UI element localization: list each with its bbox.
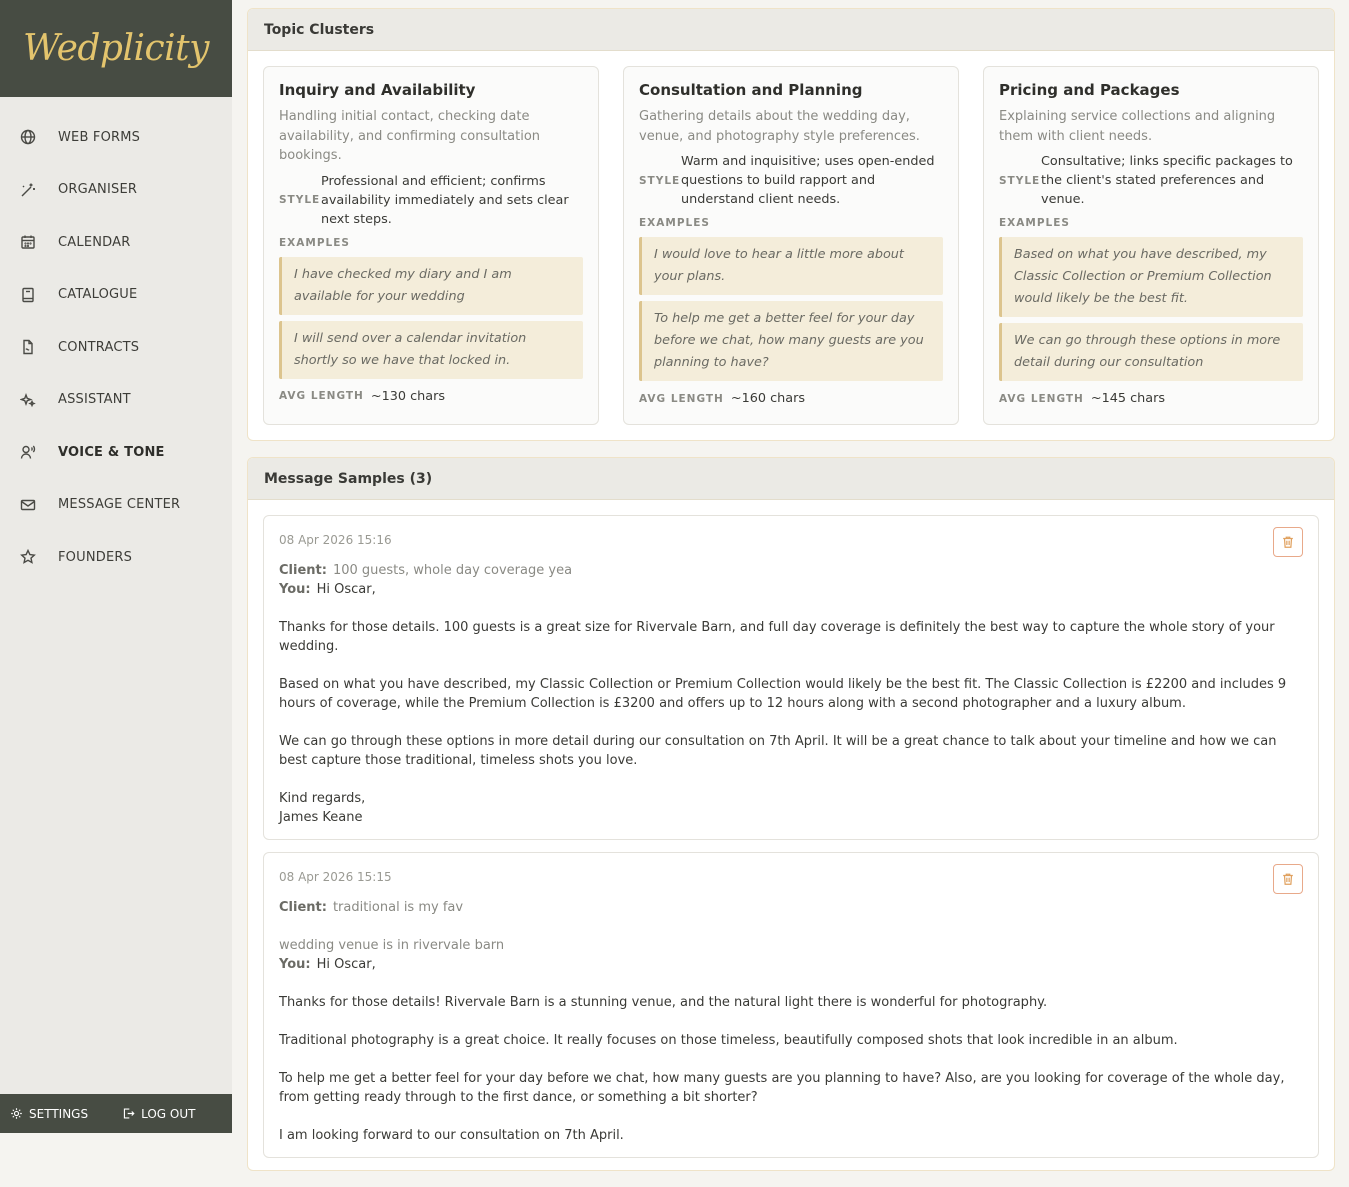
avg-length-value: ~160 chars [730,391,805,406]
main-content [247,8,1335,1187]
cluster-title: Pricing and Packages [999,81,1180,99]
client-label: Client: [279,563,327,578]
globe-icon [20,129,36,145]
you-text: Hi Oscar, [316,957,376,972]
sidebar-item-label: MESSAGE CENTER [58,497,181,513]
sidebar-item-label: FOUNDERS [58,549,133,565]
style-text: Warm and inquisitive; uses open-ended questions to build rapport and understand client needs. [681,154,935,207]
message-paragraph: To help me get a better feel for your day before we chat, how many guests are you planning to have? Also, are you looking for coverage of the whole day, from getting ready through to the first dance, or something a bit shorter? [279,1071,1285,1105]
settings-button[interactable] [10,1107,88,1121]
avg-length-label: AVG LENGTH [639,392,724,405]
delete-button[interactable] [1273,864,1303,894]
cluster-description: Handling initial contact, checking date availability, and confirming consultation bookings. [279,109,541,163]
wand-icon [20,182,36,198]
topic-clusters-panel [247,8,1335,441]
avg-length-value: ~145 chars [1090,391,1165,406]
message-sample [263,515,1319,840]
example-quote: To help me get a better feel for your day before we chat, how many guests are you planning to have? [639,301,943,381]
delete-button[interactable] [1273,527,1303,557]
panel-header [248,458,1334,500]
style-row [639,152,943,209]
sidebar-item-catalogue[interactable] [0,269,232,322]
sidebar-item-label: CATALOGUE [58,287,138,303]
avg-length-value: ~130 chars [370,388,445,404]
you-line [279,955,1303,974]
style-row [279,172,583,229]
settings-label: SETTINGS [29,1106,89,1121]
examples-label: EXAMPLES [279,236,350,249]
message-paragraph: I am looking forward to our consultation on 7th April. [279,1128,624,1143]
sample-date: 08 Apr 2026 15:15 [279,870,392,884]
sidebar-item-label: ORGANISER [58,182,138,198]
avg-length-row [999,391,1303,406]
panel-title: Topic Clusters [264,21,375,38]
message-paragraph: Thanks for those details! Rivervale Barn is a stunning venue, and the natural light there is wonderful for photography. [279,995,1048,1010]
style-text: Professional and efficient; confirms availability immediately and sets clear next steps. [321,173,569,227]
examples-label: EXAMPLES [639,217,710,229]
cluster-description: Explaining service collections and aligning them with client needs. [999,109,1276,144]
panel-title: Message Samples (3) [264,470,433,487]
sample-date: 08 Apr 2026 15:16 [279,533,392,547]
you-label: You: [279,957,311,972]
cluster-card [263,66,599,425]
cluster-card [623,66,959,425]
cluster-card [983,66,1319,425]
calendar-icon [20,234,36,250]
book-icon [20,287,36,303]
style-label: STYLE [639,174,681,187]
cluster-title: Consultation and Planning [639,81,863,99]
sidebar-item-label: ASSISTANT [58,392,131,408]
sidebar-item-calendar[interactable] [0,216,232,269]
avg-length-label: AVG LENGTH [279,390,364,402]
gear-icon [10,1107,23,1120]
style-label: STYLE [999,174,1041,187]
sample-list [248,500,1334,1158]
you-label: You: [279,582,311,597]
example-quote: We can go through these options in more detail during our consultation [999,323,1303,381]
message-paragraph: Thanks for those details. 100 guests is a great size for Rivervale Barn, and full day coverage is definitely the best way to capture the whole story of your wedding. [279,620,1275,654]
you-line [279,580,1303,599]
avg-length-row [279,389,583,404]
client-text: wedding venue is in rivervale barn [279,938,505,953]
cluster-list [248,51,1334,440]
sidebar [0,0,232,1133]
sidebar-item-message-center[interactable] [0,479,232,532]
you-text: Hi Oscar, [316,582,376,597]
style-label: STYLE [279,194,321,206]
message-paragraph: Kind regards, James Keane [279,791,366,825]
logo-text: Wedplicity [23,28,209,69]
client-line [279,561,1303,580]
client-text: traditional is my fav [332,900,464,915]
style-text: Consultative; links specific packages to the client's stated preferences and venue. [1041,154,1293,207]
logo[interactable] [0,0,232,97]
message-sample [263,852,1319,1158]
message-paragraph: Traditional photography is a great choice. It really focuses on those timeless, beautifully composed shots that look incredible in an album. [279,1033,1178,1048]
logout-button[interactable] [122,1107,195,1121]
sidebar-item-contracts[interactable] [0,321,232,374]
example-quote: Based on what you have described, my Classic Collection or Premium Collection would likely be the best fit. [999,237,1303,317]
sidebar-nav [0,97,232,584]
logout-icon [122,1107,135,1120]
logout-label: LOG OUT [141,1106,196,1121]
avg-length-row [639,391,943,406]
cluster-title: Inquiry and Availability [279,81,476,99]
example-quote: I would love to hear a little more about your plans. [639,237,943,295]
example-quote: I will send over a calendar invitation shortly so we have that locked in. [279,321,583,379]
message-samples-panel [247,457,1335,1171]
star-icon [20,549,36,565]
client-line [279,898,1303,917]
sidebar-item-voice-tone[interactable] [0,426,232,479]
style-row [999,152,1303,209]
example-quote: I have checked my diary and I am available for your wedding [279,257,583,315]
voice-icon [20,444,36,460]
trash-icon [1281,535,1295,549]
cluster-description: Gathering details about the wedding day, venue, and photography style preferences. [639,109,920,144]
sparkle-icon [20,392,36,408]
sidebar-footer [0,1094,232,1133]
sidebar-item-web-forms[interactable] [0,111,232,164]
document-icon [20,339,36,355]
message-paragraph: Based on what you have described, my Classic Collection or Premium Collection would likely be the best fit. The Classic Collection is £2200 and includes 9 hours of coverage, while the Premium Collection is £3200 and offers up to 12 hours along with a second photographer and a luxury album. [279,677,1287,711]
mail-icon [20,497,36,513]
sidebar-item-assistant[interactable] [0,374,232,427]
sidebar-item-organiser[interactable] [0,164,232,217]
sidebar-item-label: VOICE & TONE [58,444,165,460]
panel-header [248,9,1334,51]
sidebar-item-label: CONTRACTS [58,339,140,355]
examples-label: EXAMPLES [999,217,1070,229]
client-text: 100 guests, whole day coverage yea [332,563,573,578]
client-label: Client: [279,900,327,915]
avg-length-label: AVG LENGTH [999,392,1084,405]
message-paragraph: We can go through these options in more detail during our consultation on 7th April. It will be a great chance to talk about your timeline and how we can best capture those traditional, timeless shots you love. [279,734,1277,768]
sidebar-item-founders[interactable] [0,531,232,584]
sidebar-item-label: CALENDAR [58,234,131,250]
trash-icon [1281,872,1295,886]
sidebar-item-label: WEB FORMS [58,129,141,145]
